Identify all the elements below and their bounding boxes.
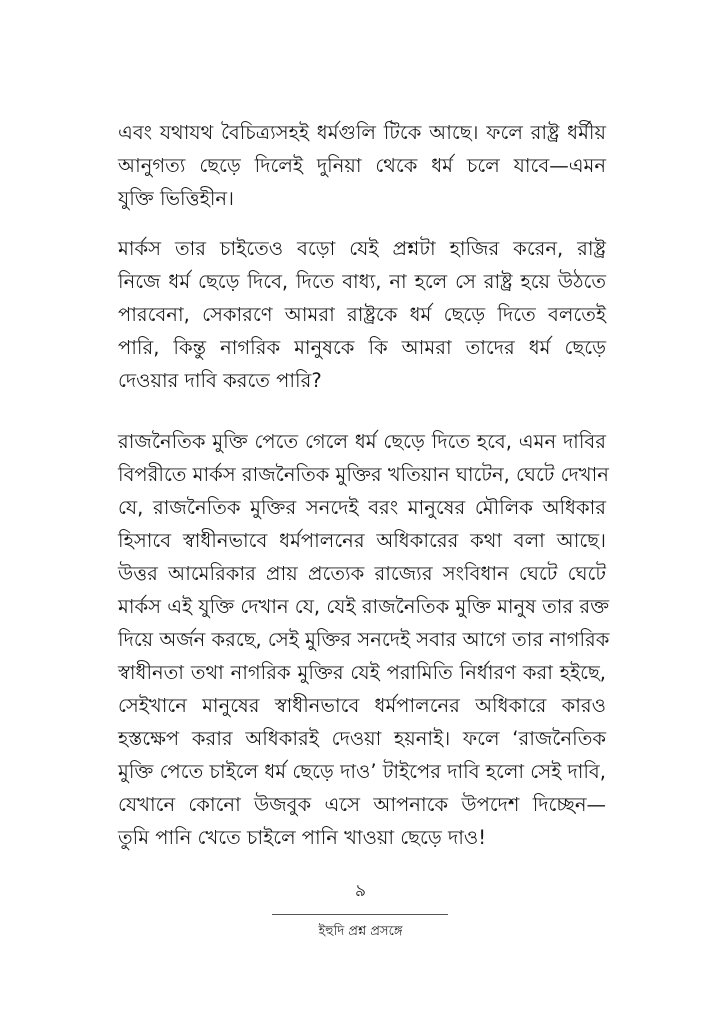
paragraph-1 [118,116,606,215]
text-line: দিয়ে অর্জন করছে, সেই মুক্তির সনদেই সবার আগে তার নাগরিক [118,628,610,651]
book-title-footer: ইহুদি প্রশ্ন প্রসঙ্গে [318,924,403,939]
text-line: সেইখানে মানুষের স্বাধীনভাবে ধর্মপালনের অধিকারে কারও [118,694,606,717]
text-line: উত্তর আমেরিকার প্রায় প্রত্যেক রাজ্যের সংবিধান ঘেটে ঘেটে [118,562,606,585]
text-line: যেখানে কোনো উজবুক এসে আপনাকে উপদেশ দিচ্ছেন— [118,793,606,816]
text-line: হস্তক্ষেপ করার অধিকারই দেওয়া হয়নাই। ফলে ‘রাজনৈতিক [118,727,606,750]
paragraph-2 [118,232,606,397]
text-line: এবং যথাযথ বৈচিত্র্যসহই ধর্মগুলি টিকে আছে। ফলে রাষ্ট্র ধর্মীয় [118,121,606,144]
text-line: দেওয়ার দাবি করতে পারি? [118,369,322,392]
page-number: ৯ [354,881,367,901]
paragraph-3 [118,425,610,854]
text-line: নিজে ধর্ম ছেড়ে দিবে, দিতে বাধ্য, না হলে সে রাষ্ট্র হয়ে উঠতে [118,270,606,293]
text-line: যে, রাজনৈতিক মুক্তির সনদেই বরং মানুষের মৌলিক অধিকার [118,496,606,519]
text-line: রাজনৈতিক মুক্তি পেতে গেলে ধর্ম ছেড়ে দিতে হবে, এমন দাবির [118,430,606,453]
text-line: আনুগত্য ছেড়ে দিলেই দুনিয়া থেকে ধর্ম চলে যাবে—এমন [118,154,606,177]
text-line: স্বাধীনতা তথা নাগরিক মুক্তির যেই পরামিতি নির্ধারণ করা হইছে, [118,661,606,684]
text-line: যুক্তি ভিত্তিহীন। [118,187,235,210]
text-line: মুক্তি পেতে চাইলে ধর্ম ছেড়ে দাও’ টাইপের দাবি হলো সেই দাবি, [118,760,606,783]
text-line: পারবেনা, সেকারণে আমরা রাষ্ট্রকে ধর্ম ছেড়ে দিতে বলতেই [118,303,606,326]
text-line: হিসাবে স্বাধীনভাবে ধর্মপালনের অধিকারের কথা বলা আছে। [118,529,606,552]
footer-divider [272,914,448,915]
text-line: বিপরীতে মার্কস রাজনৈতিক মুক্তির খতিয়ান ঘাটেন, ঘেটে দেখান [118,463,609,486]
text-line: মার্কস এই যুক্তি দেখান যে, যেই রাজনৈতিক মুক্তি মানুষ তার রক্ত [118,595,610,618]
text-line: মার্কস তার চাইতেও বড়ো যেই প্রশ্নটা হাজির করেন, রাষ্ট্র [118,237,606,260]
text-line: তুমি পানি খেতে চাইলে পানি খাওয়া ছেড়ে দাও! [118,826,487,849]
text-line: পারি, কিন্তু নাগরিক মানুষকে কি আমরা তাদের ধর্ম ছেড়ে [118,336,606,359]
